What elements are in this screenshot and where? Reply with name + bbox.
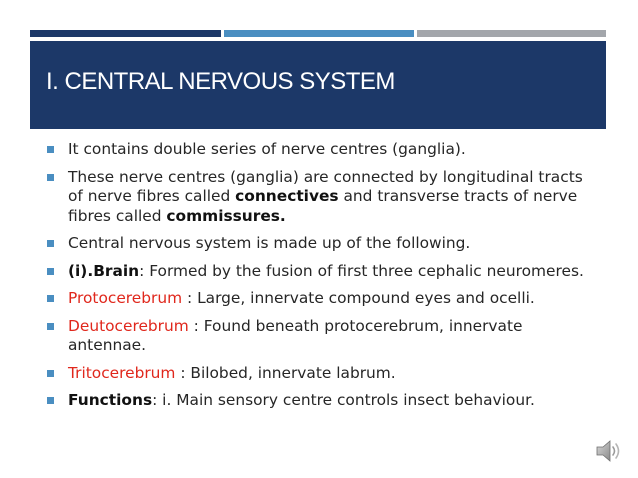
square-bullet-icon xyxy=(47,370,54,377)
accent-bar-gray xyxy=(417,30,606,37)
bullet-item-7 xyxy=(46,364,596,384)
red-term-tritocerebrum: Tritocerebrum xyxy=(68,363,176,382)
bullet-text: and transverse tracts of nerve fibres called xyxy=(68,187,578,225)
red-term-protocerebrum: Protocerebrum xyxy=(68,289,183,307)
speaker-icon[interactable] xyxy=(593,436,623,466)
square-bullet-icon xyxy=(47,295,54,302)
title-banner xyxy=(30,41,606,129)
bullet-item-4 xyxy=(46,262,596,282)
square-bullet-icon xyxy=(47,397,54,404)
bold-term-commissures: commissures. xyxy=(166,206,286,225)
bullet-item-6 xyxy=(46,317,596,356)
bullet-item-1 xyxy=(46,140,596,160)
bullet-item-5 xyxy=(46,289,596,309)
square-bullet-icon xyxy=(47,268,54,275)
bullet-text: : Large, innervate compound eyes and ocelli. xyxy=(182,289,535,307)
bullet-item-8 xyxy=(46,391,596,411)
square-bullet-icon xyxy=(47,323,54,330)
bullet-text: Central nervous system is made up of the following. xyxy=(68,234,471,252)
bullet-text: : Bilobed, innervate labrum. xyxy=(175,363,396,382)
accent-bar-light-blue xyxy=(224,30,414,37)
bullet-text: It contains double series of nerve centres (ganglia). xyxy=(68,140,466,158)
square-bullet-icon xyxy=(47,146,54,153)
bullet-list xyxy=(46,140,596,419)
bullet-text: : Formed by the fusion of first three cephalic neuromeres. xyxy=(139,261,584,280)
square-bullet-icon xyxy=(47,240,54,247)
accent-bar-dark-blue xyxy=(30,30,221,37)
bold-term-functions: Functions xyxy=(68,391,153,409)
bold-term-connectives: connectives xyxy=(235,187,339,205)
slide-title: I. CENTRAL NERVOUS SYSTEM xyxy=(46,68,395,95)
bullet-text: These nerve centres (ganglia) are connected by longitudinal tracts of nerve fibres called xyxy=(68,167,583,205)
square-bullet-icon xyxy=(47,174,54,181)
bullet-item-3 xyxy=(46,234,596,254)
bullet-text: : Found beneath protocerebrum, innervate antennae. xyxy=(68,316,523,354)
bullet-item-2 xyxy=(46,168,596,227)
bullet-text: : i. Main sensory centre controls insect behaviour. xyxy=(152,391,535,409)
red-term-deutocerebrum: Deutocerebrum xyxy=(68,316,189,335)
bold-term-brain: (i).Brain xyxy=(68,261,140,280)
